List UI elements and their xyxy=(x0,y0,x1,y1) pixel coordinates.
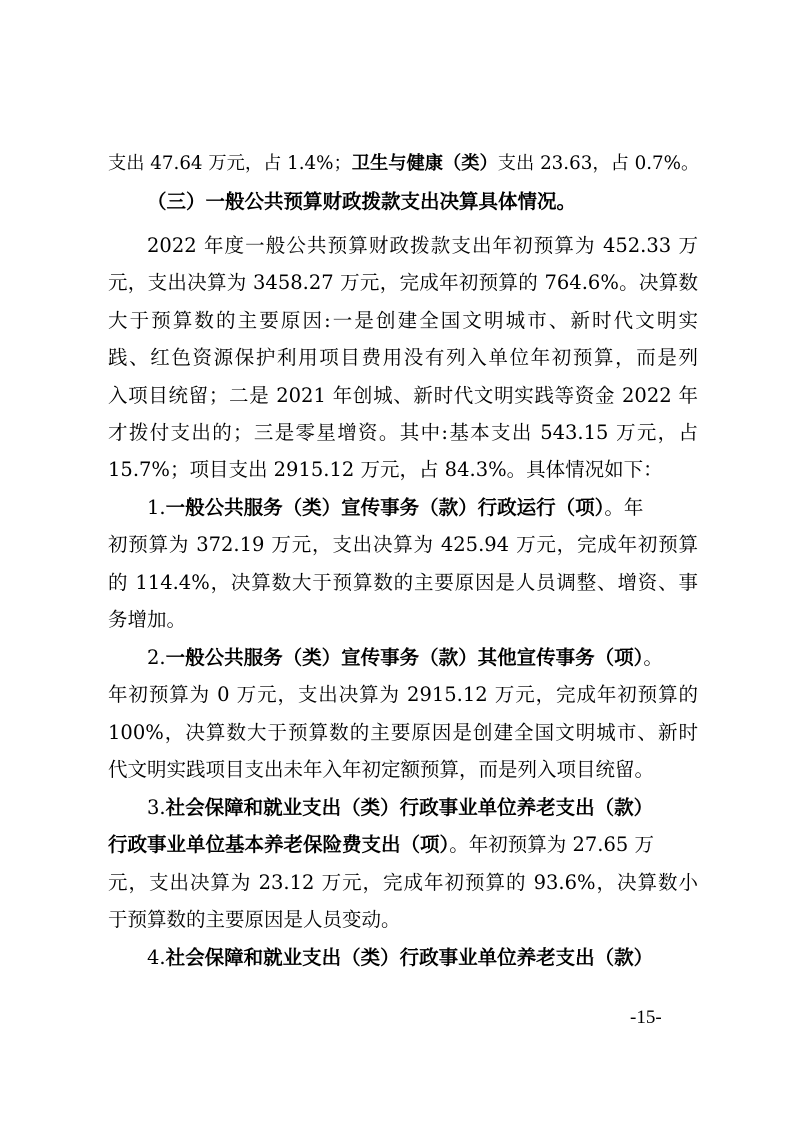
item-number: 3. xyxy=(147,796,166,819)
paragraph-line: 2022 年度一般公共预算财政拨款支出年初预算为 452.33 万 xyxy=(147,234,698,257)
page-number: -15- xyxy=(630,1007,662,1028)
paragraph-line: 元，支出决算为 23.12 万元，完成年初预算的 93.6%，决算数小 xyxy=(108,871,698,894)
item-title: 社会保障和就业支出（类）行政事业单位养老支出（款） xyxy=(165,796,654,819)
item-number: 1. xyxy=(147,496,166,519)
paragraph-line: 于预算数的主要原因是人员变动。 xyxy=(108,908,401,931)
item-heading-line xyxy=(147,790,698,826)
paragraph-line: 元，支出决算为 3458.27 万元，完成年初预算的 764.6%。决算数 xyxy=(108,271,698,294)
paragraph-line: 践、红色资源保护利用项目费用没有列入单位年初预算，而是列 xyxy=(108,346,698,369)
text-run: 支出 23.63，占 0.7%。 xyxy=(497,153,700,174)
text-run: 。 xyxy=(643,646,663,669)
paragraph-line: 初预算为 372.19 万元，支出决算为 425.94 万元，完成年初预算 xyxy=(108,533,698,556)
paragraph-line: 才拨付支出的；三是零星增资。其中:基本支出 543.15 万元，占 xyxy=(108,421,698,444)
item-title: 行政事业单位基本养老保险费支出（项） xyxy=(108,833,450,856)
paragraph-line: 代文明实践项目支出未年入年初定额预算，而是列入项目统留。 xyxy=(108,758,655,781)
bold-heading: 卫生与健康（类） xyxy=(351,153,498,174)
paragraph-line: 15.7%；项目支出 2915.12 万元，占 84.3%。具体情况如下： xyxy=(108,458,663,481)
paragraph-line: 大于预算数的主要原因:一是创建全国文明城市、新时代文明实 xyxy=(108,309,698,332)
item-title: 一般公共服务（类）宣传事务（款）其他宣传事务（项） xyxy=(165,646,644,669)
item-heading-line xyxy=(147,640,698,676)
paragraph-line: 入项目统留；二是 2021 年创城、新时代文明实践等资金 2022 年 xyxy=(108,384,698,407)
item-title: 一般公共服务（类）宣传事务（款）行政运行（项） xyxy=(165,496,605,519)
text-run: 。年初预算为 27.65 万 xyxy=(449,833,654,856)
item-number: 2. xyxy=(147,646,166,669)
item-heading-line xyxy=(147,490,698,526)
paragraph-line: 年初预算为 0 万元，支出决算为 2915.12 万元，完成年初预算的 xyxy=(108,683,698,706)
section-heading: （三）一般公共预算财政拨款支出决算具体情况。 xyxy=(147,190,577,213)
text-run: 支出 47.64 万元，占 1.4%； xyxy=(108,153,352,174)
text-run: 。年 xyxy=(604,496,644,519)
item-heading-line xyxy=(147,940,698,976)
item-heading-line xyxy=(108,827,698,863)
paragraph-line: 100%，决算数大于预算数的主要原因是创建全国文明城市、新时 xyxy=(108,721,698,744)
paragraph-line: 的 114.4%，决算数大于预算数的主要原因是人员调整、增资、事 xyxy=(108,571,698,594)
item-title: 社会保障和就业支出（类）行政事业单位养老支出（款） xyxy=(165,946,654,969)
item-number: 4. xyxy=(147,946,166,969)
paragraph-line: 务增加。 xyxy=(108,608,187,631)
text-line xyxy=(108,146,698,182)
